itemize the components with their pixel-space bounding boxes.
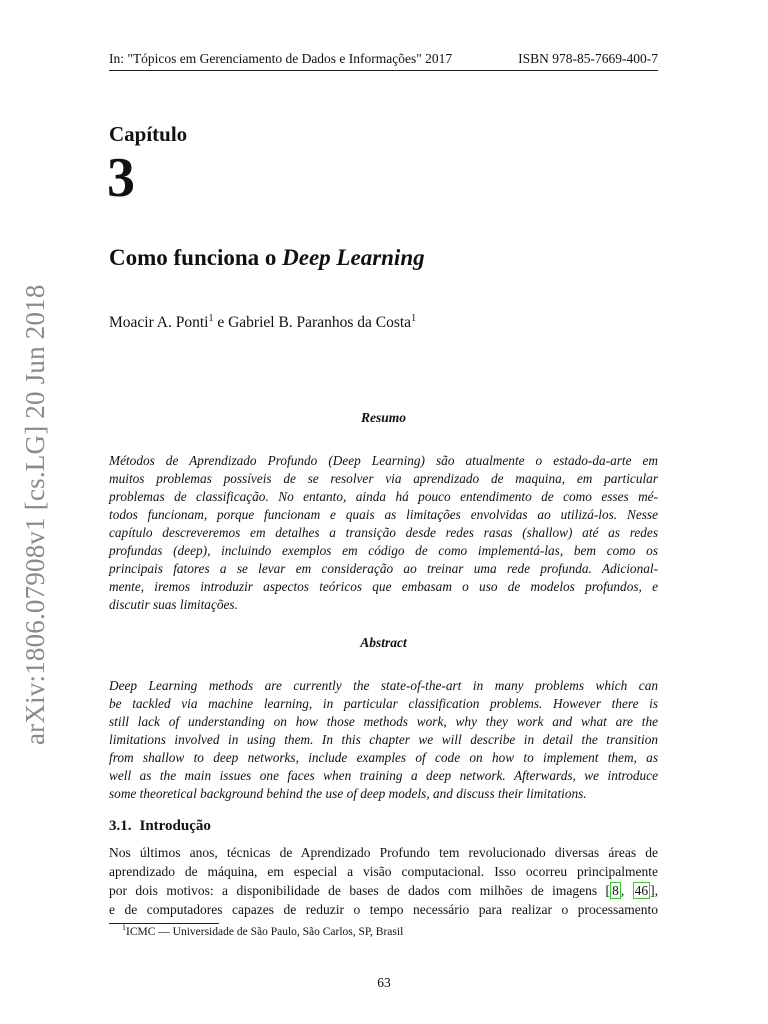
- author-name: Moacir A. Ponti: [109, 314, 209, 331]
- citation-link[interactable]: 8: [612, 883, 619, 898]
- resumo-line: todos funcionam, porque funcionam e quais as limitações envolvidas ao utilizá-los. Nesse: [109, 507, 658, 522]
- resumo-line: discutir suas limitações.: [109, 597, 238, 612]
- chapter-title-emphasis: Deep Learning: [282, 245, 425, 270]
- abstract-line: Deep Learning methods are currently the state-of-the-art in many problems which can: [109, 678, 658, 693]
- abstract-line: from shallow to deep networks, include examples of code on how to implement them, as: [109, 750, 658, 765]
- introduction-body: [109, 843, 658, 919]
- resumo-line: Métodos de Aprendizado Profundo (Deep Learning) são atualmente o estado-da-arte em: [109, 453, 658, 468]
- page-number: 63: [377, 975, 391, 990]
- footnote-text: ICMC — Universidade de São Paulo, São Carlos, SP, Brasil: [126, 926, 404, 938]
- resumo-body: [109, 452, 658, 614]
- body-line: aprendizado de máquina, em especial a visão computacional. Isso ocorreu principalmente: [109, 864, 658, 879]
- resumo-line: capítulo descreveremos em detalhes a transição desde redes rasas (shallow) até as redes: [109, 525, 658, 540]
- abstract-body: [109, 677, 658, 803]
- arxiv-stamp: arXiv:1806.07908v1 [cs.LG] 20 Jun 2018: [20, 284, 50, 745]
- author-name: Gabriel B. Paranhos da Costa: [228, 314, 412, 331]
- abstract-line: some theoretical background behind the use of deep models, and discuss their limitations.: [109, 786, 587, 801]
- section-number: 3.1.: [109, 818, 132, 834]
- abstract-line: limitations involved in using them. In this chapter we will describe in detail the transition: [109, 732, 658, 747]
- chapter-title: [109, 245, 425, 271]
- section-heading-introduction: [109, 818, 211, 835]
- chapter-title-plain: Como funciona o: [109, 245, 283, 270]
- author-list: [109, 314, 416, 332]
- body-line: Nos últimos anos, técnicas de Aprendizado Profundo tem revolucionado diversas áreas de: [109, 845, 658, 860]
- footnote: [122, 923, 404, 938]
- header-isbn: ISBN 978-85-7669-400-7: [518, 51, 658, 66]
- footnote-mark: 1: [122, 923, 126, 932]
- resumo-line: mente, iremos introduzir aspectos teóricos que embasam o uso de modelos profundos, e: [109, 579, 658, 594]
- running-header: [109, 50, 658, 71]
- section-title: Introdução: [139, 818, 211, 834]
- body-line: [109, 881, 658, 900]
- chapter-number: 3: [107, 147, 135, 209]
- resumo-line: principais fatores a se levar em consideração ao treinar uma rede profunda. Adicional-: [109, 561, 658, 576]
- abstract-line: well as the main issues one faces when training a deep network. Afterwards, we introduce: [109, 768, 658, 783]
- resumo-line: muitos problemas possíveis de se resolver via aprendizado de maquina, em particular: [109, 471, 658, 486]
- resumo-line: profundas (deep), incluindo exemplos em código de como implementá-las, bem como os: [109, 543, 658, 558]
- resumo-heading: Resumo: [360, 410, 406, 425]
- abstract-line: be tackled via machine learning, in particular classification problems. However there is: [109, 696, 658, 711]
- author-connector: e: [213, 314, 229, 331]
- body-line-text: por dois motivos: a disponibilidade de bases de dados com milhões de imagens [: [109, 883, 611, 898]
- header-source: In: "Tópicos em Gerenciamento de Dados e Informações" 2017: [109, 51, 453, 66]
- affiliation-mark: 1: [411, 313, 417, 324]
- chapter-label: Capítulo: [109, 122, 188, 146]
- body-line-text: ],: [650, 883, 658, 898]
- abstract-line: still lack of understanding on how those methods work, why they work and what are the: [109, 714, 658, 729]
- affiliation-mark: 1: [208, 313, 214, 324]
- body-line: e de computadores capazes de reduzir o tempo necessário para realizar o processamento: [109, 902, 658, 917]
- abstract-heading: Abstract: [360, 635, 407, 650]
- citation-link[interactable]: 46: [634, 883, 649, 898]
- resumo-line: problemas de classificação. No entanto, ainda há pouco entendimento de como esses mé-: [109, 489, 658, 504]
- citation-separator: ,: [620, 883, 633, 898]
